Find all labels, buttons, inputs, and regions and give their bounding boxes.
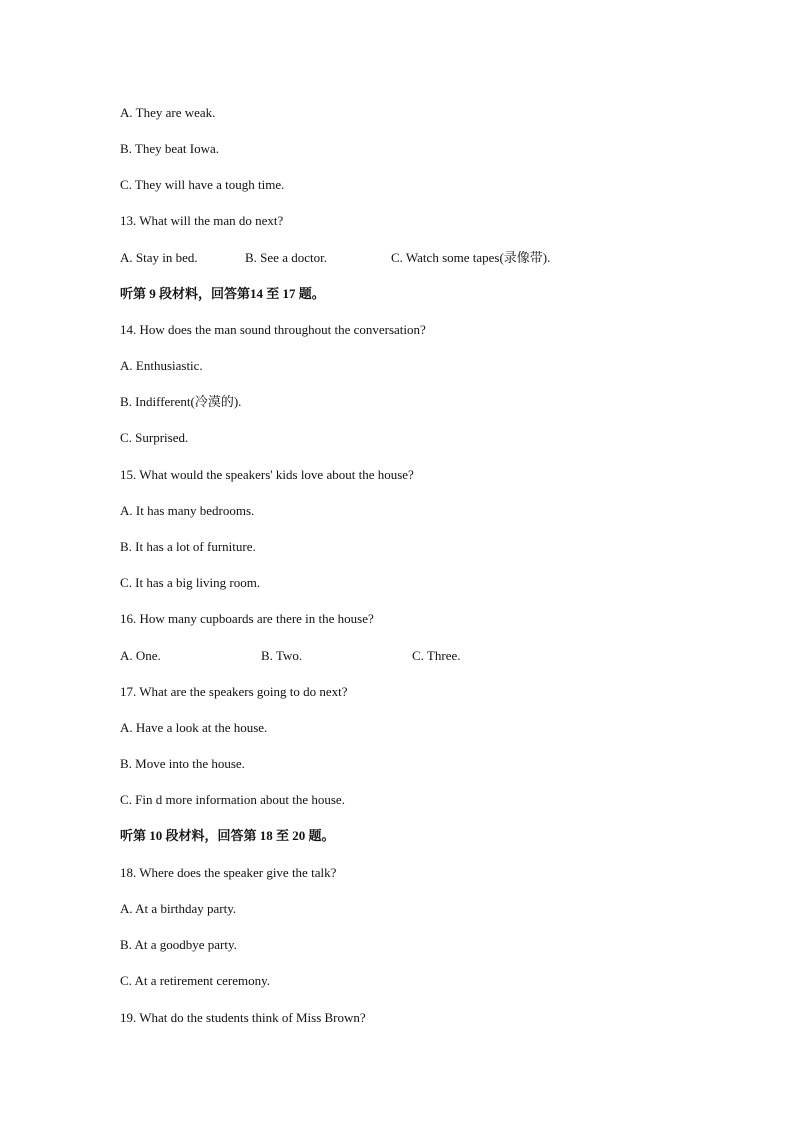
q15-option-c: C. It has a big living room. bbox=[120, 575, 261, 590]
q12-option-b: B. They beat Iowa. bbox=[120, 141, 220, 156]
q15-question: 15. What would the speakers' kids love about the house? bbox=[120, 467, 414, 482]
q16-question: 16. How many cupboards are there in the house? bbox=[120, 611, 374, 626]
q12-option-c: C. They will have a tough time. bbox=[120, 177, 285, 192]
q12-option-a: A. They are weak. bbox=[120, 105, 216, 120]
q16-option-a: A. One. bbox=[120, 648, 161, 663]
q19-question: 19. What do the students think of Miss Brown? bbox=[120, 1010, 366, 1025]
q14-option-a: A. Enthusiastic. bbox=[120, 358, 203, 373]
q17-option-b: B. Move into the house. bbox=[120, 756, 245, 771]
q17-question: 17. What are the speakers going to do next? bbox=[120, 684, 348, 699]
q13-option-c: C. Watch some tapes(录像带). bbox=[391, 250, 551, 265]
q18-option-b: B. At a goodbye party. bbox=[120, 937, 237, 952]
section-heading-9: 听第 9 段材料，回答第14 至 17 题。 bbox=[120, 286, 325, 301]
q18-option-a: A. At a birthday party. bbox=[120, 901, 237, 916]
q17-option-a: A. Have a look at the house. bbox=[120, 720, 268, 735]
q16-options-row bbox=[120, 648, 680, 664]
q14-option-b: B. Indifferent(冷漠的). bbox=[120, 394, 242, 409]
q18-option-c: C. At a retirement ceremony. bbox=[120, 973, 271, 988]
q13-option-b: B. See a doctor. bbox=[245, 250, 327, 265]
q14-question: 14. How does the man sound throughout the conversation? bbox=[120, 322, 426, 337]
q15-option-a: A. It has many bedrooms. bbox=[120, 503, 255, 518]
q13-options-row bbox=[120, 250, 680, 266]
q14-option-c: C. Surprised. bbox=[120, 430, 189, 445]
q13-question: 13. What will the man do next? bbox=[120, 213, 284, 228]
q15-option-b: B. It has a lot of furniture. bbox=[120, 539, 256, 554]
q18-question: 18. Where does the speaker give the talk? bbox=[120, 865, 337, 880]
q16-option-b: B. Two. bbox=[261, 648, 303, 663]
q17-option-c: C. Fin d more information about the house. bbox=[120, 792, 345, 807]
q16-option-c: C. Three. bbox=[412, 648, 461, 663]
section-heading-10: 听第 10 段材料，回答第 18 至 20 题。 bbox=[120, 828, 335, 843]
q13-option-a: A. Stay in bed. bbox=[120, 250, 198, 265]
